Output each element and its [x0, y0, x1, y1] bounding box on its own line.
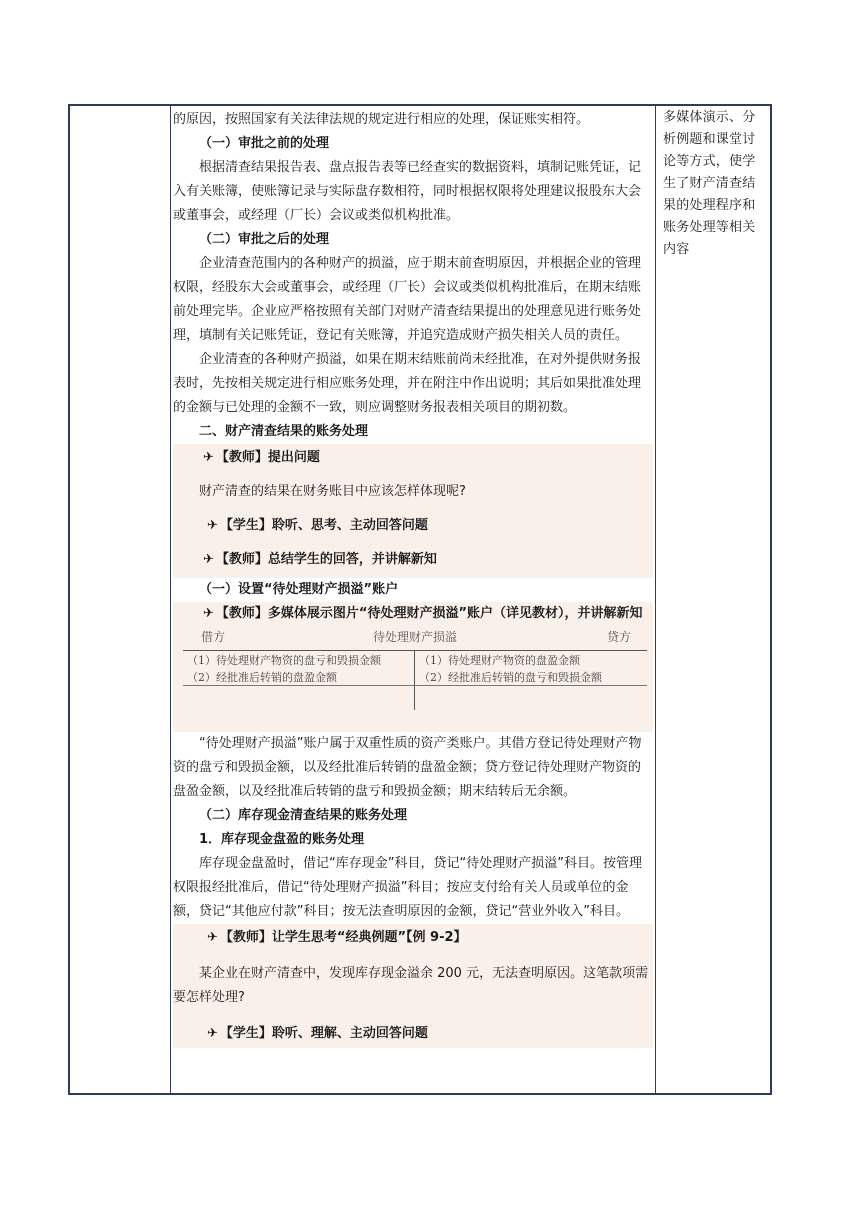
activity-block: [173, 924, 653, 1048]
example-question: 某企业在财产清查中，发现库存现金溢余 200 元，无法查明原因。这笔款项需要怎样处理?: [173, 966, 649, 1005]
credit-entries: （1）待处理财产物资的盘盈金额 （2）经批准后转销的盘亏和毁损金额: [419, 654, 602, 684]
teacher-activity: ✈ 【教师】让学生思考“经典例题”【例 9-2】: [207, 930, 467, 945]
teacher-activity: ✈ 【教师】多媒体展示图片“待处理财产损溢”账户（详见教材），并讲解新知: [203, 606, 643, 621]
student-activity: ✈ 【学生】聆听、思考、主动回答问题: [207, 518, 428, 533]
column-divider-left: [170, 106, 171, 1093]
paragraph: 库存现金盘盈时，借记“库存现金”科目，贷记“待处理财产损溢”科目。按管理权限报经批准后，借记“待处理财产损溢”科目；按应支付给有关人员或单位的金额，贷记“其他应付款”科目；按无法查明原因的金额，贷记“营业外收入”科目。: [173, 856, 642, 919]
credit-label: 贷方: [606, 630, 631, 644]
t-account-center-line: [414, 650, 415, 710]
paragraph: 根据清查结果报告表、盘点报告表等已经查实的数据资料，填制记账凭证，记入有关账簿，使账簿记录与实际盘存数相符，同时根据权限将处理建议报股东大会或董事会，或经理（厂长）会议或类似机构批准。: [173, 160, 642, 223]
question-text: 财产清查的结果在财务账目中应该怎样体现呢?: [199, 484, 466, 499]
teacher-activity: ✈ 【教师】总结学生的回答，并讲解新知: [203, 552, 437, 567]
airplane-icon: ✈: [207, 518, 218, 533]
subheading: 1．库存现金盘盈的账务处理: [199, 832, 365, 847]
debit-entries: （1）待处理财产物资的盘亏和毁损金额 （2）经批准后转销的盘盈金额: [187, 654, 381, 684]
teacher-activity: ✈ 【教师】提出问题: [203, 450, 320, 465]
account-title: 待处理财产损溢: [373, 630, 458, 644]
student-activity: ✈ 【学生】聆听、理解、主动回答问题: [207, 1026, 428, 1041]
paragraph: 企业清查的各种财产损溢，如果在期末结账前尚未经批准，在对外提供财务报表时，先按相关规定进行相应账务处理，并在附注中作出说明；其后如果批准处理的金额与已处理的金额不一致，则应调整财务报表相关项目的期初数。: [173, 352, 642, 415]
section-heading: 二、财产清查结果的账务处理: [199, 424, 369, 439]
t-account-top-line: [183, 650, 647, 651]
t-account-divider: [183, 685, 647, 686]
paragraph: 企业清查范围内的各种财产的损溢，应于期末前查明原因，并根据企业的管理权限，经股东大会或董事会，或经理（厂长）会议或类似机构批准后，在期末结账前处理完毕。企业应严格按照有关部门对财产清查结果提出的处理意见进行账务处理，填制有关记账凭证，登记有关账簿，并追究造成财产损失相关人员的责任。: [173, 256, 642, 343]
subheading: （一）审批之前的处理: [199, 136, 330, 151]
teaching-content-column: [173, 106, 653, 1048]
airplane-icon: ✈: [207, 1026, 218, 1041]
subheading: （二）库存现金清查结果的账务处理: [199, 808, 408, 823]
activity-block: [173, 444, 653, 578]
airplane-icon: ✈: [203, 606, 214, 621]
airplane-icon: ✈: [203, 450, 214, 465]
activity-block: [173, 602, 653, 732]
teaching-method-column: [663, 106, 765, 261]
paragraph: 的原因，按照国家有关法律法规的规定进行相应的处理，保证账实相符。: [173, 112, 590, 127]
method-description: 多媒体演示、分析例题和课堂讨论等方式，使学生了财产清查结果的处理程序和账务处理等相关内容: [663, 110, 756, 257]
subheading: （二）审批之后的处理: [199, 232, 330, 247]
lesson-table: [68, 104, 772, 1095]
airplane-icon: ✈: [203, 552, 214, 567]
t-account-diagram: [173, 626, 653, 730]
paragraph: “待处理财产损溢”账户属于双重性质的资产类账户。其借方登记待处理财产物资的盘亏和毁损金额，以及经批准后转销的盘盈金额；贷方登记待处理财产物资的盘盈金额，以及经批准后转销的盘亏和毁损金额；期末结转后无余额。: [173, 736, 642, 799]
debit-label: 借方: [201, 630, 226, 644]
subheading: （一）设置“待处理财产损溢”账户: [199, 582, 399, 597]
airplane-icon: ✈: [207, 930, 218, 945]
column-divider-right: [655, 106, 656, 1093]
